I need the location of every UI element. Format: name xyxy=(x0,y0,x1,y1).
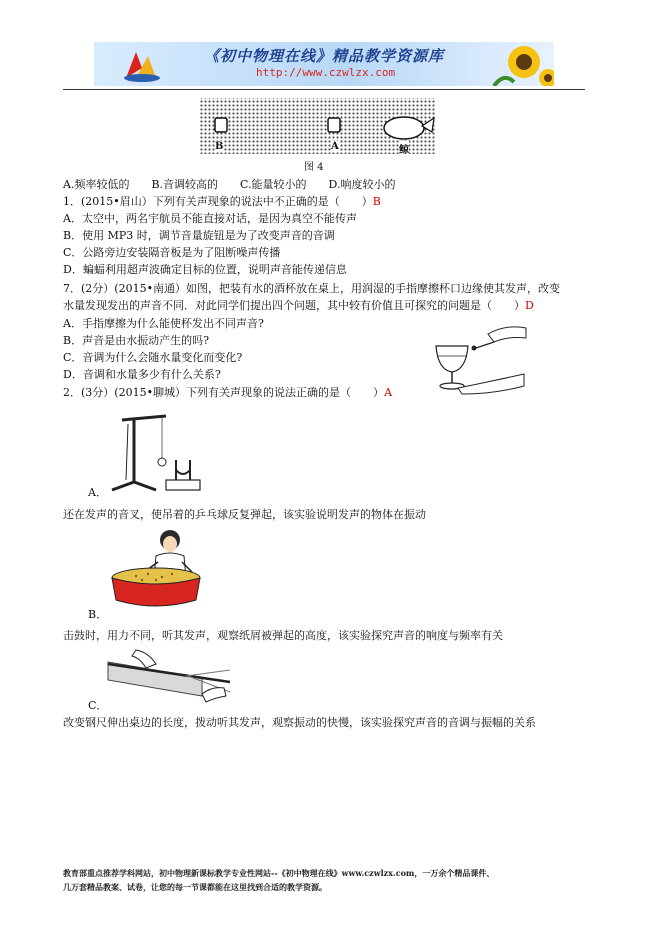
question-7-option-a: A．手指摩擦为什么能使杯发出不同声音? xyxy=(63,317,264,330)
wine-glass-illustration xyxy=(428,320,528,396)
footer-line-1: 教育部重点推荐学科网站，初中物理新课标教学专业性网站--《初中物理在线》www.czwlzx.com，一万余个精品课件、 xyxy=(63,868,495,878)
question-7-option-d: D．音调和水量多少有什么关系? xyxy=(63,368,221,381)
question-7-text: 水量发现发出的声音不同．对此同学们提出四个问题，其中较有价值且可探究的问题是（ ） xyxy=(63,299,525,312)
question-1-option-c: C．公路旁边安装隔音板是为了阻断噪声传播 xyxy=(63,246,281,259)
question-2-option-c-label: C． xyxy=(88,699,108,712)
question-1-text: 1．(2015•眉山）下列有关声现象的说法中不正确的是（ ） xyxy=(63,195,373,208)
question-1-option-a: A．太空中，两名宇航员不能直接对话，是因为真空不能传声 xyxy=(63,212,357,225)
figure-4-label-whale: 鲸 xyxy=(399,141,409,156)
question-1-stem xyxy=(63,195,381,209)
question-2-option-b-label: B． xyxy=(88,608,108,621)
footer-line-2: 几万套精品教案、试卷，让您的每一节课都能在这里找到合适的教学资源。 xyxy=(63,882,327,892)
drum-illustration xyxy=(106,528,216,610)
page-footer xyxy=(63,866,593,894)
header-banner xyxy=(94,42,554,86)
question-7-stem-line-2 xyxy=(63,299,534,313)
header-divider xyxy=(63,89,585,90)
question-7-answer: D xyxy=(525,299,534,312)
figure-4-label-b: B xyxy=(215,141,224,152)
question-1-option-b: B．使用 MP3 时，调节音量旋钮是为了改变声音的音调 xyxy=(63,229,335,242)
sunflower-icon xyxy=(484,42,554,86)
figure-4-label-a: A xyxy=(331,141,339,152)
question-2-option-b-text: 击鼓时，用力不同，听其发声，观察纸屑被弹起的高度，该实验探究声音的响度与频率有关 xyxy=(63,629,503,642)
question-7-stem-line-1: 7．(2分）(2015•南通）如图，把装有水的酒杯放在桌上，用润湿的手指摩擦杯口边缘使其发声，改变 xyxy=(63,282,561,295)
steel-ruler-illustration xyxy=(106,646,236,704)
question-7-option-b: B．声音是由水振动产生的吗? xyxy=(63,334,209,347)
question-2-stem xyxy=(63,386,392,400)
question-2-option-a-text: 还在发声的音叉，使吊着的乒乓球反复弹起，该实验说明发声的物体在振动 xyxy=(63,508,426,521)
question-options-line: A.频率较低的 B.音调较高的 C.能量较小的 D.响度较小的 xyxy=(63,178,396,191)
tuning-fork-illustration xyxy=(104,408,214,496)
figure-4-caption: 图 4 xyxy=(304,162,324,173)
question-1-answer: B xyxy=(372,195,381,208)
question-2-answer: A xyxy=(384,386,393,399)
banner-url: http://www.czwlzx.com xyxy=(256,66,396,79)
question-7-option-c: C．音调为什么会随水量变化而变化? xyxy=(63,351,243,364)
question-2-option-a-label: A． xyxy=(88,486,107,499)
question-2-option-c-text: 改变钢尺伸出桌边的长度，拨动听其发声，观察振动的快慢，该实验探究声音的音调与振幅的关系 xyxy=(63,716,536,729)
question-1-option-d: D．蝙蝠利用超声波确定目标的位置，说明声音能传递信息 xyxy=(63,263,347,276)
logo-icon xyxy=(122,44,162,84)
question-2-text: 2．(3分）(2015•聊城）下列有关声现象的说法正确的是（ ） xyxy=(63,386,385,399)
banner-title: 《初中物理在线》精品教学资源库 xyxy=(204,47,445,65)
